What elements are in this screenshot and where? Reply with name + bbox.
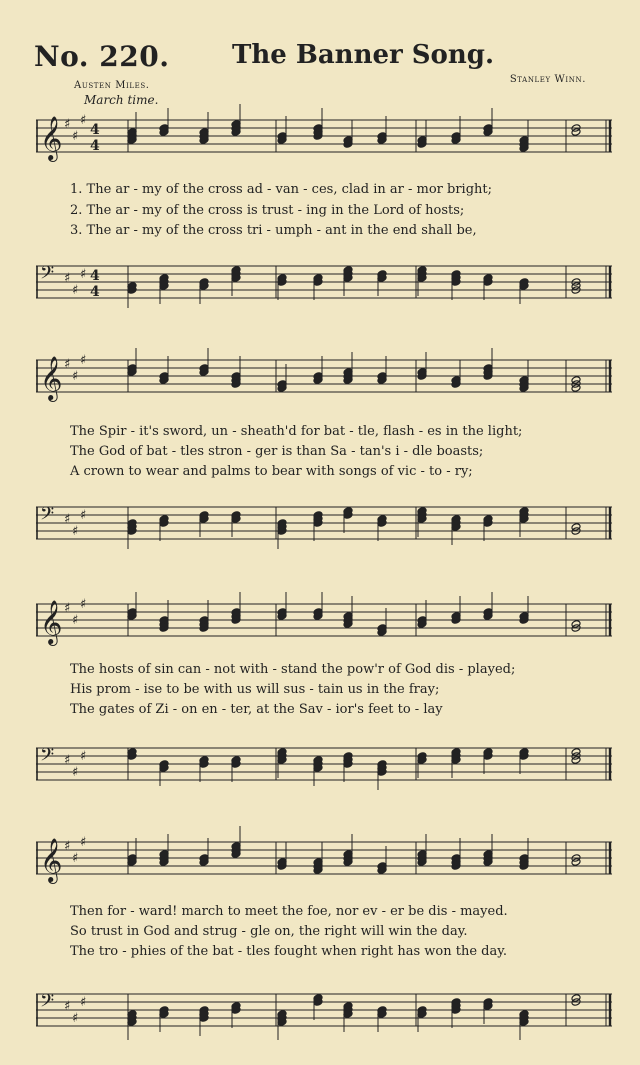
time-signature-bottom: 4 bbox=[90, 284, 100, 300]
composer-credit: Stanley Winn. bbox=[509, 74, 586, 85]
sharp-icon: ♯ bbox=[80, 597, 87, 612]
bass-clef-icon: 𝄢 bbox=[40, 745, 55, 770]
lyric-line: 1. The ar - my of the cross ad - van - ces, clad in ar - mor bright; bbox=[70, 182, 493, 197]
sharp-icon: ♯ bbox=[72, 524, 79, 539]
hymn-title: The Banner Song. bbox=[232, 40, 495, 70]
hymn-number: No. 220. bbox=[34, 40, 170, 73]
sharp-icon: ♯ bbox=[64, 271, 71, 286]
time-signature-top: 4 bbox=[90, 268, 100, 284]
bass-clef-icon: 𝄢 bbox=[40, 263, 55, 288]
sharp-icon: ♯ bbox=[80, 749, 87, 764]
sharp-icon: ♯ bbox=[64, 753, 71, 768]
treble-clef-icon: 𝄞 bbox=[40, 356, 63, 400]
lyricist-credit: Austen Miles. bbox=[74, 80, 150, 91]
lyric-line: 2. The ar - my of the cross is trust - ing in the Lord of hosts; bbox=[70, 203, 465, 218]
sharp-icon: ♯ bbox=[64, 839, 71, 854]
sharp-icon: ♯ bbox=[80, 995, 87, 1010]
lyric-line: So trust in God and strug - gle on, the right will win the day. bbox=[70, 924, 468, 939]
treble-clef-icon: 𝄞 bbox=[40, 116, 63, 160]
sharp-icon: ♯ bbox=[64, 357, 71, 372]
sharp-icon: ♯ bbox=[72, 851, 79, 866]
bass-clef-icon: 𝄢 bbox=[40, 991, 55, 1016]
sharp-icon: ♯ bbox=[72, 1011, 79, 1026]
bass-staff bbox=[36, 262, 612, 302]
lyric-line: The gates of Zi - on en - ter, at the Sav - ior's feet to - lay bbox=[70, 702, 443, 717]
lyric-line: His prom - ise to be with us will sus - tain us in the fray; bbox=[70, 682, 440, 697]
sharp-icon: ♯ bbox=[64, 999, 71, 1014]
sharp-icon: ♯ bbox=[64, 512, 71, 527]
treble-clef-icon: 𝄞 bbox=[40, 838, 63, 882]
sharp-icon: ♯ bbox=[80, 508, 87, 523]
sharp-icon: ♯ bbox=[64, 117, 71, 132]
lyric-line: 3. The ar - my of the cross tri - umph - ant in the end shall be, bbox=[70, 223, 477, 238]
lyric-line: Then for - ward! march to meet the foe, nor ev - er be dis - mayed. bbox=[70, 904, 508, 919]
time-signature-bottom: 4 bbox=[90, 138, 100, 154]
treble-staff bbox=[36, 835, 612, 882]
sharp-icon: ♯ bbox=[72, 613, 79, 628]
bass-staff bbox=[36, 744, 612, 784]
bass-staff bbox=[36, 503, 612, 543]
sharp-icon: ♯ bbox=[80, 835, 87, 850]
lyric-line: The tro - phies of the bat - tles fought when right has won the day. bbox=[70, 944, 507, 959]
sharp-icon: ♯ bbox=[80, 353, 87, 368]
lyric-line: The God of bat - tles stron - ger is than Sa - tan's i - dle boasts; bbox=[70, 444, 484, 459]
time-signature-top: 4 bbox=[90, 122, 100, 138]
bass-clef-icon: 𝄢 bbox=[40, 504, 55, 529]
treble-clef-icon: 𝄞 bbox=[40, 600, 63, 644]
tempo-marking: March time. bbox=[84, 93, 159, 107]
lyric-line: The Spir - it's sword, un - sheath'd for bat - tle, flash - es in the light; bbox=[70, 424, 523, 439]
sharp-icon: ♯ bbox=[72, 283, 79, 298]
sharp-icon: ♯ bbox=[64, 601, 71, 616]
bass-staff bbox=[36, 990, 612, 1030]
lyric-line: The hosts of sin can - not with - stand the pow'r of God dis - played; bbox=[70, 662, 516, 677]
sharp-icon: ♯ bbox=[72, 129, 79, 144]
lyric-line: A crown to wear and palms to bear with songs of vic - to - ry; bbox=[70, 464, 473, 479]
treble-staff bbox=[36, 597, 612, 644]
sharp-icon: ♯ bbox=[72, 369, 79, 384]
sharp-icon: ♯ bbox=[80, 267, 87, 282]
treble-staff bbox=[36, 113, 612, 160]
treble-staff bbox=[36, 353, 612, 400]
sharp-icon: ♯ bbox=[80, 113, 87, 128]
sharp-icon: ♯ bbox=[72, 765, 79, 780]
